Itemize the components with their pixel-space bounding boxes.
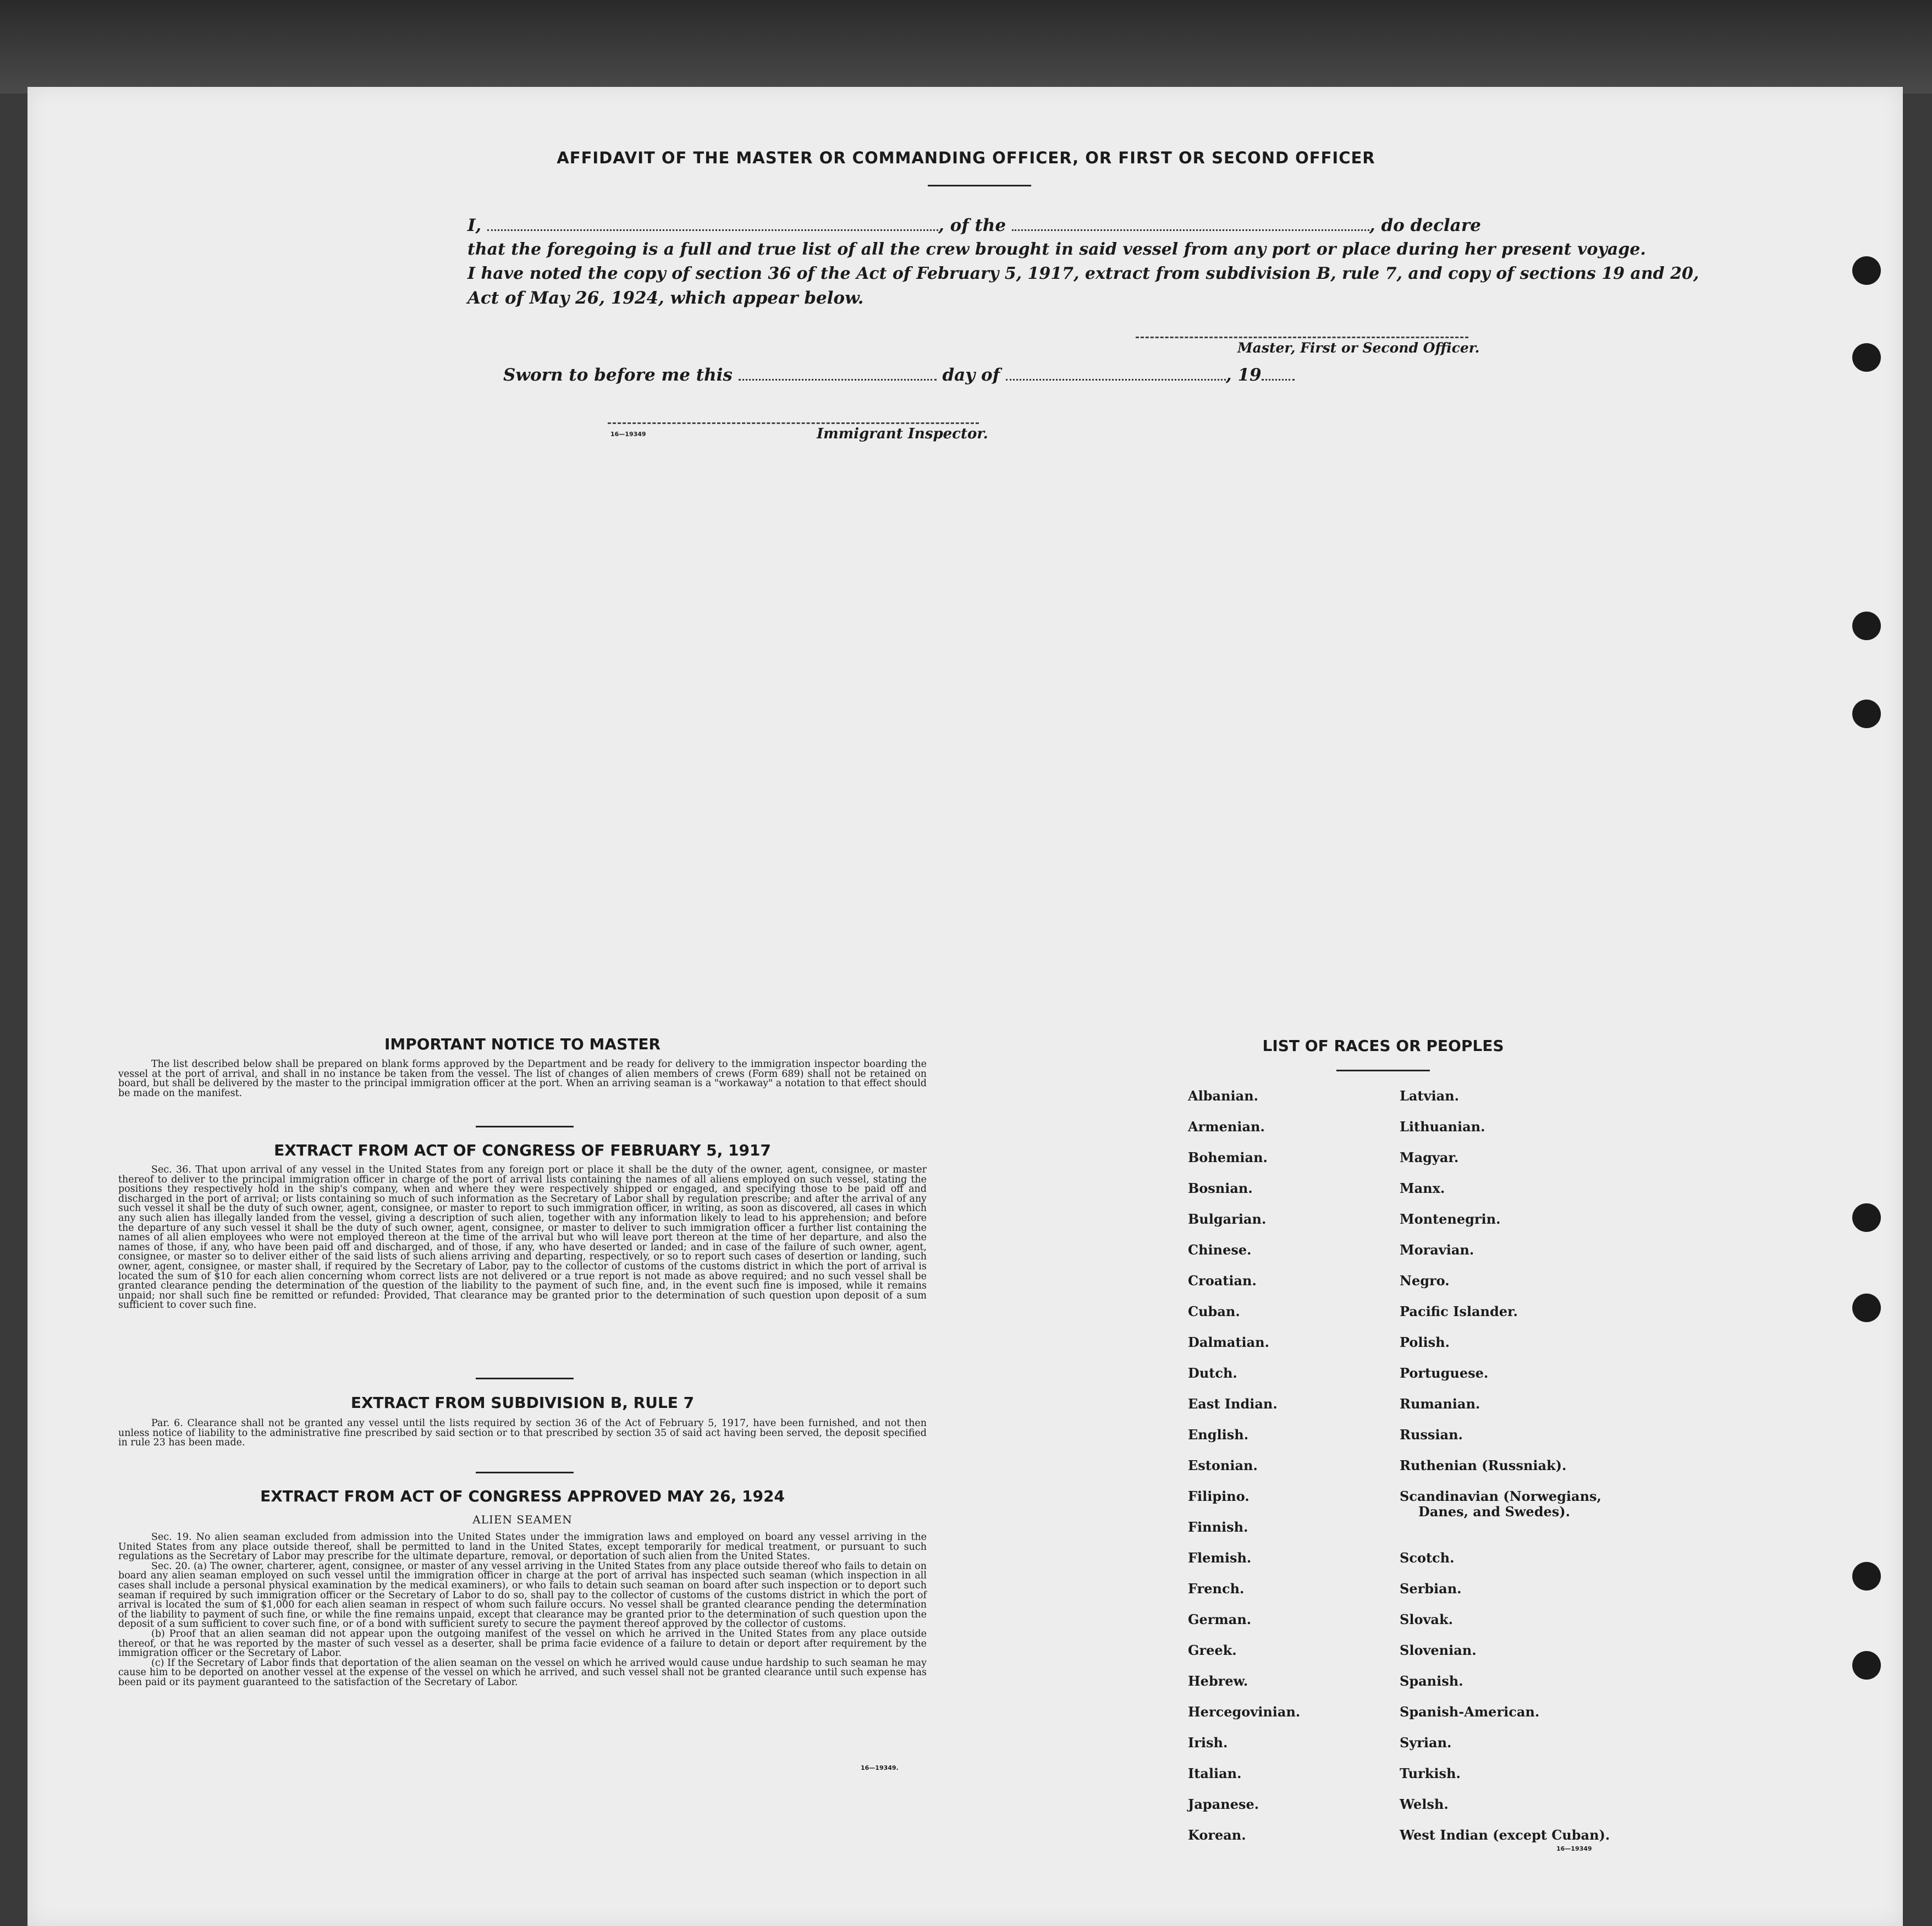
- race-item: Welsh.: [1400, 1796, 1449, 1812]
- title-underline: [928, 185, 1031, 186]
- section-19-paragraph: Sec. 19. No alien seaman excluded from admission into the United States under the immigration laws and employed on board any vessel arriving in the United States from any place outside thereof, shall be permitted to land in the United States, except temporarily for medical treatment, or pursuant to such regulations as the Secretary of Labor may prescribe for the ultimate departure, removal, or deportation of such alien from the United States.: [118, 1532, 927, 1562]
- punch-hole: [1852, 343, 1881, 372]
- section-20a-paragraph: Sec. 20. (a) The owner, charterer, agent, consignee, or master of any vessel arriving in the United States from any place outside thereof who fails to detain on board any alien seaman employed on such vessel until the immigration officer in charge at the port of arrival has inspected such seaman (which inspection in all cases shall include a personal physical examination by the medical examiners), or who fails to detain such seaman on board after such inspection or to deport such seaman if required by such immigration officer or the Secretary of Labor to do so, shall pay to the collector of customs of the customs district in which the port of arrival is located the sum of $1,000 for each alien seaman in respect of whom such failure occurs. No vessel shall be granted clearance pending the determination of the liability to payment of such fine, or while the fine remains unpaid, except that clearance may be granted prior to the determination of such question upon the deposit of a sum sufficient to cover such fine, or of a bond with sufficient surety to secure the payment thereof approved by the collector of customs.: [118, 1560, 927, 1630]
- race-item: Armenian.: [1188, 1119, 1265, 1135]
- race-item: Dutch.: [1188, 1365, 1237, 1381]
- extract-rule7-text: [118, 1419, 927, 1448]
- race-item: Pacific Islander.: [1400, 1303, 1518, 1319]
- race-item: Montenegrin.: [1400, 1211, 1501, 1227]
- section-divider: [476, 1378, 574, 1379]
- alien-seamen-subtitle: ALIEN SEAMEN: [472, 1513, 573, 1526]
- race-item: Negro.: [1400, 1273, 1450, 1289]
- races-left-column: [1188, 1081, 1300, 1851]
- race-item: Lithuanian.: [1400, 1119, 1485, 1135]
- race-item: Bosnian.: [1188, 1180, 1253, 1196]
- race-item: Finnish.: [1188, 1519, 1248, 1535]
- notice-text: [118, 1060, 927, 1098]
- race-item: Rumanian.: [1400, 1396, 1480, 1412]
- scan-background: [0, 0, 1932, 93]
- race-item: Syrian.: [1400, 1735, 1452, 1751]
- section-36-paragraph: Sec. 36. That upon arrival of any vessel in the United States from any foreign port or place it shall be the duty of the owner, agent, consignee, or master thereof to deliver to the principal immigration officer in charge of the port of arrival lists containing the names of all aliens employed on such vessel, stating the positions they respectively hold in the ship's company, when and where they were respectively shipped or engaged, and specifying those to be paid off and discharged in the port of arrival; or lists containing so much of such information as the Secretary of Labor shall by regulation prescribe; and after the arrival of any such vessel it shall be the duty of such owner, agent, consignee, or master to report to such immigration officer, in writing, as soon as discovered, all cases in which any such alien has illegally landed from the vessel, giving a description of such alien, together with any information likely to lead to his apprehension; and before the departure of any such vessel it shall be the duty of such owner, agent, consignee, or master to deliver to such immigration officer a further list containing the names of all alien employees who were not employed thereon at the time of the arrival but who will leave port thereon at the time of her departure, and also the names of those, if any, who have been paid off and discharged, and of those, if any, who have deserted or landed; and in case of the failure of such owner, agent, consignee, or master so to deliver either of the said lists of such aliens arriving and departing, respectively, or so to report such cases of desertion or landing, such owner, agent, consignee, or master shall, if required by the Secretary of Labor, pay to the collector of customs of the customs district in which the port of arrival is located the sum of $10 for each alien concerning whom correct lists are not delivered or a true report is not made as above required; and no such vessel shall be granted clearance pending the determination of the question of the liability to the payment of such fine, and, in the event such fine is imposed, while it remains unpaid; nor shall such fine be remitted or refunded: Provided, That clearance may be granted prior to the determination of such question upon deposit of a sum sufficient to cover such fine.: [118, 1164, 927, 1311]
- race-item: Filipino.: [1188, 1488, 1250, 1504]
- extract-rule7-title: EXTRACT FROM SUBDIVISION B, RULE 7: [350, 1394, 695, 1412]
- sworn-prefix: Sworn to before me this: [503, 365, 733, 385]
- affidavit-line-3: I have noted the copy of section 36 of the Act of February 5, 1917, extract from subdivision B, rule 7, and copy of sections 19 and 20,: [467, 264, 1699, 283]
- races-right-column: [1400, 1081, 1610, 1851]
- race-item: Korean.: [1188, 1827, 1246, 1843]
- extract-1917-text: [118, 1165, 927, 1311]
- punch-hole: [1852, 1651, 1881, 1680]
- race-item: Dalmatian.: [1188, 1334, 1269, 1350]
- race-item: Slovenian.: [1400, 1642, 1477, 1658]
- race-item: Magyar.: [1400, 1149, 1459, 1165]
- race-item: Moravian.: [1400, 1242, 1474, 1258]
- extract-1924-text: [118, 1533, 927, 1688]
- paragraph-6: Par. 6. Clearance shall not be granted any vessel until the lists required by section 36 of the Act of February 5, 1917, have been furnished, and not then unless notice of liability to the administrative fine prescribed by said section or to that prescribed by section 35 of said act having been served, the deposit specified in rule 23 has been made.: [118, 1418, 927, 1449]
- punch-hole: [1852, 1203, 1881, 1232]
- of-the-label: , of the: [938, 216, 1006, 235]
- sworn-line: [503, 365, 1295, 385]
- sworn-year-field[interactable]: [1262, 379, 1295, 381]
- master-signature-label: Master, First or Second Officer.: [1237, 340, 1480, 356]
- race-item: Bohemian.: [1188, 1149, 1268, 1165]
- race-item: English.: [1188, 1427, 1249, 1443]
- notice-title: IMPORTANT NOTICE TO MASTER: [384, 1035, 661, 1053]
- do-declare-label: , do declare: [1369, 216, 1481, 235]
- extract-1917-title: EXTRACT FROM ACT OF CONGRESS OF FEBRUARY 5, 1917: [274, 1141, 771, 1159]
- section-20b-paragraph: (b) Proof that an alien seaman did not appear upon the outgoing manifest of the vessel on which he arrived in the United States from any place outside thereof, or that he was reported by the master of such vessel as a deserter, shall be prima facie evidence of a failure to detain or deport after requirement by the immigration officer or the Secretary of Labor.: [118, 1628, 927, 1659]
- form-number: 16—19349.: [861, 1764, 899, 1771]
- vessel-field[interactable]: [1012, 229, 1369, 231]
- race-item: West Indian (except Cuban).: [1400, 1827, 1610, 1843]
- punch-hole: [1852, 700, 1881, 728]
- race-item: Polish.: [1400, 1334, 1450, 1350]
- race-item: Estonian.: [1188, 1457, 1258, 1473]
- race-item-multiline: [1400, 1481, 1610, 1543]
- punch-hole: [1852, 256, 1881, 285]
- race-item: Slovak.: [1400, 1611, 1453, 1627]
- declaration-line: [467, 213, 1496, 238]
- day-of-label: day of: [942, 365, 1000, 385]
- race-item: Danes, and Swedes).: [1418, 1504, 1570, 1520]
- race-item: Scotch.: [1400, 1550, 1455, 1566]
- race-item: Serbian.: [1400, 1581, 1462, 1597]
- races-title: LIST OF RACES OR PEOPLES: [1262, 1037, 1504, 1055]
- race-item: Cuban.: [1188, 1303, 1240, 1319]
- race-item: Irish.: [1188, 1735, 1228, 1751]
- race-item: Flemish.: [1188, 1550, 1252, 1566]
- race-item: Italian.: [1188, 1765, 1242, 1781]
- affidavit-text: [467, 213, 1699, 310]
- inspector-label: Immigrant Inspector.: [817, 426, 988, 442]
- section-divider: [476, 1472, 574, 1473]
- form-number: 16—19349: [1556, 1845, 1592, 1852]
- notice-paragraph: The list described below shall be prepared on blank forms approved by the Department and be ready for delivery to the immigration inspector boarding the vessel at the port of arrival, and shall in no instance be taken from the vessel. The list of changes of alien members of crews (Form 689) shall not be retained on board, but shall be delivered by the master to the principal immigration officer at the port. When an arriving seaman is a "workaway" a notation to that effect should be made on the manifest.: [118, 1059, 927, 1099]
- race-item: Latvian.: [1400, 1088, 1459, 1104]
- race-item: German.: [1188, 1611, 1252, 1627]
- section-20c-paragraph: (c) If the Secretary of Labor finds that deportation of the alien seaman on the vessel on which he arrived would cause undue hardship to such seaman he may cause him to be deported on another vessel at the expense of the vessel on which he arrived, and such vessel shall not be granted clearance until such expense has been paid or its payment guaranteed to the satisfaction of the Secretary of Labor.: [118, 1657, 927, 1688]
- extract-1924-title: EXTRACT FROM ACT OF CONGRESS APPROVED MAY 26, 1924: [260, 1487, 785, 1505]
- sworn-day-field[interactable]: [739, 379, 937, 381]
- race-item: Portuguese.: [1400, 1365, 1489, 1381]
- race-item: Hercegovinian.: [1188, 1704, 1301, 1720]
- race-item: Albanian.: [1188, 1088, 1258, 1104]
- race-item: Turkish.: [1400, 1765, 1461, 1781]
- race-item: Chinese.: [1188, 1242, 1252, 1258]
- race-item: East Indian.: [1188, 1396, 1278, 1412]
- race-item: Greek.: [1188, 1642, 1237, 1658]
- race-item: Bulgarian.: [1188, 1211, 1267, 1227]
- form-number: 16—19349: [610, 431, 646, 438]
- name-field[interactable]: [487, 229, 938, 231]
- race-item: Russian.: [1400, 1427, 1463, 1443]
- affidavit-line-4: Act of May 26, 1924, which appear below.: [467, 288, 864, 308]
- race-item: Ruthenian (Russniak).: [1400, 1457, 1567, 1473]
- affidavit-title: AFFIDAVIT OF THE MASTER OR COMMANDING OFFICER, OR FIRST OR SECOND OFFICER: [557, 148, 1375, 167]
- punch-hole: [1852, 1562, 1881, 1591]
- year-prefix: , 19: [1225, 365, 1262, 385]
- race-item: Spanish.: [1400, 1673, 1463, 1689]
- race-item: French.: [1188, 1581, 1245, 1597]
- punch-hole: [1852, 1294, 1881, 1322]
- races-title-underline: [1336, 1070, 1430, 1071]
- inspector-signature-line[interactable]: [608, 422, 979, 424]
- race-item: Scandinavian (Norwegians,: [1400, 1488, 1601, 1504]
- race-item: Japanese.: [1188, 1796, 1259, 1812]
- affidavit-line-2: that the foregoing is a full and true list of all the crew brought in said vessel from any port or place during her present voyage.: [467, 240, 1646, 259]
- section-divider: [476, 1126, 574, 1127]
- master-signature-line[interactable]: [1136, 337, 1468, 338]
- punch-hole: [1852, 612, 1881, 640]
- sworn-month-field[interactable]: [1006, 379, 1226, 381]
- race-item: Hebrew.: [1188, 1673, 1248, 1689]
- i-label: I,: [467, 216, 482, 235]
- race-item: Spanish-American.: [1400, 1704, 1540, 1720]
- race-item: Croatian.: [1188, 1273, 1257, 1289]
- race-item: Manx.: [1400, 1180, 1445, 1196]
